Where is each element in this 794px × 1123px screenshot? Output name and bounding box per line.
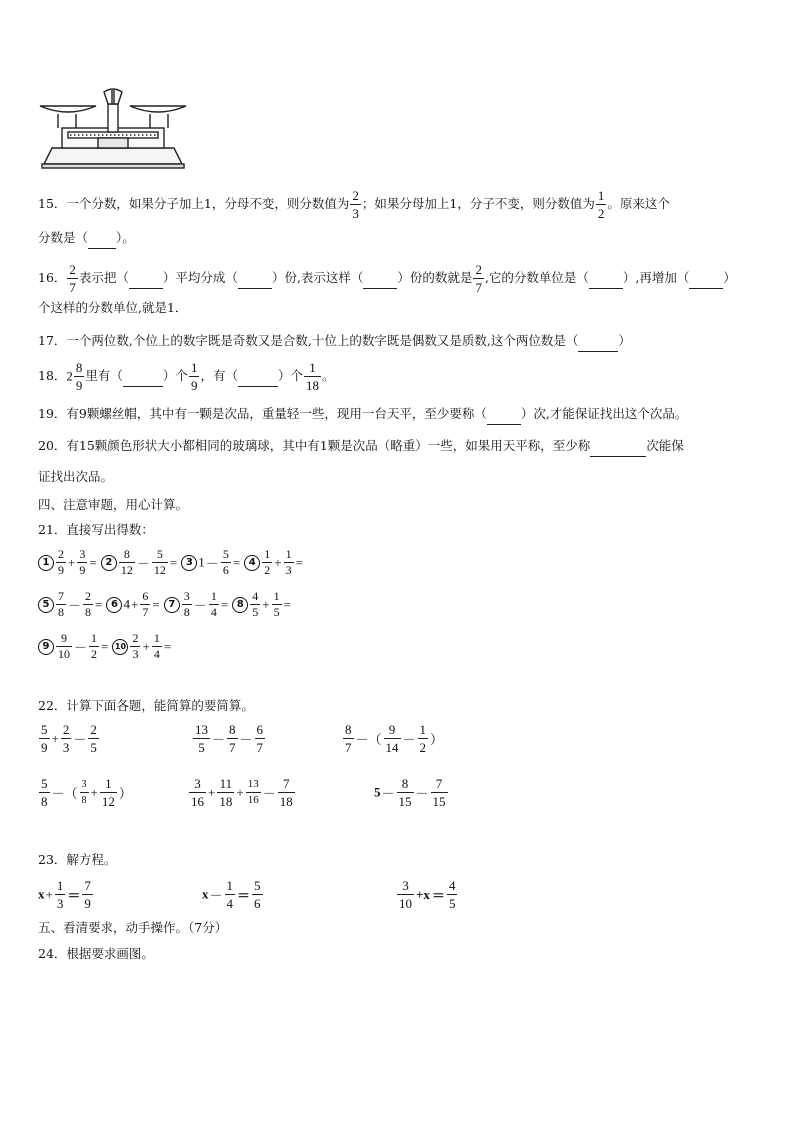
answer-blank[interactable] xyxy=(689,268,723,289)
circled-number: 4 xyxy=(244,555,260,571)
fraction: $\frac{2}{7}$ xyxy=(475,262,482,295)
whole-number: 5 xyxy=(374,784,381,800)
question-16-line2 xyxy=(38,298,187,318)
q22-expr-2 xyxy=(192,722,266,755)
q15-text-a: 15．一个分数，如果分子加上1，分母不变，则分数值为 xyxy=(38,196,350,211)
question-19 xyxy=(38,404,687,425)
fraction: $\frac{6}{7}$ xyxy=(142,589,149,619)
fraction: $\frac{2}{8}$ xyxy=(85,589,92,619)
variable-x: x xyxy=(38,886,45,902)
fraction: $\frac{1}{12}$ xyxy=(101,776,115,809)
answer-blank[interactable] xyxy=(487,404,521,425)
fraction: $\frac{7}{9}$ xyxy=(84,878,91,911)
q20-text: 20．有15颗颜色形状大小都相同的玻璃球，其中有1颗是次品（略重）一些，如果用天平称，至少称 xyxy=(38,438,591,453)
question-15-line2 xyxy=(38,228,135,249)
fraction: $\frac{9}{10}$ xyxy=(58,631,70,661)
fraction: $\frac{1}{4}$ xyxy=(226,878,234,911)
equals: = xyxy=(169,554,178,570)
fraction: $\frac{7}{8}$ xyxy=(58,589,64,619)
circled-number: 9 xyxy=(38,639,54,655)
fraction: $\frac{1}{5}$ xyxy=(273,589,280,619)
fraction: $\frac{2}{3}$ xyxy=(132,631,139,661)
fraction: $\frac{1}{18}$ xyxy=(305,360,319,393)
q16-text: 表示把（ xyxy=(78,270,129,285)
q16-text: ）份,表示这样（ xyxy=(271,270,364,285)
fraction: $\frac{3}{8}$ xyxy=(81,779,87,806)
answer-blank[interactable] xyxy=(238,366,278,387)
operator: － xyxy=(209,888,223,903)
fraction: $\frac{5}{9}$ xyxy=(41,722,48,755)
fraction: $\frac{2}{3}$ xyxy=(352,188,359,221)
q17-text-end: ） xyxy=(618,333,631,348)
fraction: $\frac{8}{9}$ xyxy=(75,360,83,393)
question-20 xyxy=(38,436,684,457)
question-21-title: 21．直接写出得数： xyxy=(38,522,154,537)
fraction: $\frac{7}{15}$ xyxy=(432,776,446,809)
equals: = xyxy=(220,596,229,612)
fraction: $\frac{13}{16}$ xyxy=(247,778,259,806)
q16-text: ）份的数就是 xyxy=(397,270,473,285)
answer-blank[interactable] xyxy=(238,268,272,289)
operator: + xyxy=(68,554,76,570)
section-4-heading: 四、注意审题，用心计算。 xyxy=(38,497,189,512)
q22-expr-5 xyxy=(188,776,296,809)
fraction: $\frac{8}{7}$ xyxy=(345,722,352,755)
circled-number: 1 xyxy=(38,555,54,571)
answer-blank[interactable] xyxy=(123,366,163,387)
operator: + xyxy=(274,554,282,570)
operator: + xyxy=(45,886,53,902)
operator: － xyxy=(68,598,82,613)
operator: －（ xyxy=(51,786,78,801)
circled-number: 7 xyxy=(164,597,180,613)
q16-text: ） xyxy=(723,270,736,285)
equals: = xyxy=(163,638,172,654)
q22-expr-4 xyxy=(38,776,133,809)
operator: －（ xyxy=(355,732,382,747)
operator: － xyxy=(212,732,226,747)
operator: + xyxy=(142,638,150,654)
fraction: $\frac{5}{6}$ xyxy=(254,878,261,911)
operator: － xyxy=(262,786,276,801)
q16-text: ）平均分成（ xyxy=(162,270,238,285)
question-17 xyxy=(38,331,631,352)
circled-number: 5 xyxy=(38,597,54,613)
fraction: $\frac{5}{6}$ xyxy=(222,547,229,577)
question-18 xyxy=(38,360,334,393)
question-22-title: 22．计算下面各题，能简算的要简算。 xyxy=(38,698,254,713)
fraction: $\frac{3}{9}$ xyxy=(79,547,86,577)
fraction: $\frac{11}{18}$ xyxy=(219,776,233,809)
fraction: $\frac{3}{16}$ xyxy=(191,776,204,809)
answer-blank[interactable] xyxy=(578,331,618,352)
operator: － xyxy=(193,598,207,613)
equals: ＝ xyxy=(237,888,251,903)
fraction: $\frac{1}{4}$ xyxy=(210,589,217,619)
equals: = xyxy=(295,554,303,570)
fraction: $\frac{2}{7}$ xyxy=(69,262,76,295)
fraction: $\frac{1}{2}$ xyxy=(264,547,271,577)
operator: + xyxy=(208,784,216,800)
fraction: $\frac{1}{2}$ xyxy=(419,722,427,755)
q18-text: ，有（ xyxy=(200,368,238,383)
q17-text: 17．一个两位数,个位上的数字既是奇数又是合数,十位上的数字既是偶数又是质数,这个两位数是（ xyxy=(38,333,579,348)
equals: ＝ xyxy=(67,888,81,903)
fraction: $\frac{1}{4}$ xyxy=(153,631,160,661)
variable-x: x xyxy=(202,886,209,902)
question-24: 24．根据要求画图。 xyxy=(38,946,154,961)
fraction: $\frac{2}{5}$ xyxy=(90,722,97,755)
fraction: $\frac{7}{18}$ xyxy=(279,776,293,809)
fraction: $\frac{6}{7}$ xyxy=(256,722,264,755)
bracket: ） xyxy=(118,786,132,801)
fraction: $\frac{1}{2}$ xyxy=(597,188,605,221)
whole-number: 1 xyxy=(198,554,205,570)
q16-text: ）,再增加（ xyxy=(622,270,690,285)
operator: + xyxy=(130,596,139,612)
answer-blank[interactable] xyxy=(590,436,646,457)
fraction: $\frac{9}{14}$ xyxy=(385,722,399,755)
fraction: $\frac{4}{5}$ xyxy=(448,878,456,911)
question-15 xyxy=(38,188,670,221)
fraction: $\frac{2}{9}$ xyxy=(58,547,64,577)
fraction: $\frac{13}{5}$ xyxy=(195,722,208,755)
fraction: $\frac{1}{9}$ xyxy=(190,360,198,393)
operator: － xyxy=(239,732,253,747)
fraction: $\frac{5}{12}$ xyxy=(153,547,166,577)
answer-blank[interactable] xyxy=(589,268,623,289)
q16-text: ,它的分数单位是（ xyxy=(484,270,589,285)
q22-expr-1 xyxy=(38,722,100,755)
q20-text-end: 次能保 xyxy=(646,438,684,453)
q22-expr-6 xyxy=(374,776,449,809)
question-23-title: 23．解方程。 xyxy=(38,852,117,867)
fraction: $\frac{2}{3}$ xyxy=(62,722,70,755)
equals: = xyxy=(95,596,103,612)
answer-blank[interactable] xyxy=(129,268,163,289)
q16-number: 16． xyxy=(38,270,67,285)
operator: + xyxy=(90,784,98,800)
equals: = xyxy=(232,554,241,570)
q21-row-1 xyxy=(38,548,304,577)
fraction: $\frac{8}{7}$ xyxy=(229,722,236,755)
fraction: $\frac{3}{10}$ xyxy=(399,878,412,911)
q21-row-3 xyxy=(38,632,172,661)
fraction: $\frac{1}{2}$ xyxy=(91,631,98,661)
fraction: $\frac{1}{3}$ xyxy=(285,547,292,577)
equals: = xyxy=(152,596,160,612)
fraction: $\frac{3}{8}$ xyxy=(183,589,190,619)
equals: = xyxy=(101,638,109,654)
operator: － xyxy=(205,556,219,571)
operator: － xyxy=(73,732,87,747)
q15-text-d: 分数是（ xyxy=(38,230,89,245)
operator: － xyxy=(381,786,395,801)
q23-equation-2 xyxy=(202,878,264,911)
balance-scale-illustration xyxy=(38,84,188,170)
operator: － xyxy=(74,640,88,655)
operator: － xyxy=(136,556,150,571)
operator: +x xyxy=(416,886,430,902)
q18-text: ）个 xyxy=(162,368,188,383)
fraction: $\frac{4}{5}$ xyxy=(252,589,259,619)
fraction: $\frac{5}{8}$ xyxy=(41,776,48,809)
q21-row-2 xyxy=(38,590,292,619)
answer-blank[interactable] xyxy=(88,228,116,249)
q15-text-e: ）。 xyxy=(116,230,135,245)
q18-text: 。 xyxy=(321,368,335,383)
circled-number: 3 xyxy=(181,555,197,571)
whole-number: 4 xyxy=(123,596,130,612)
q18-text: 里有（ xyxy=(85,368,123,383)
q19-text: 19．有9颗螺丝帽，其中有一颗是次品，重量轻一些，现用一台天平，至少要称（ xyxy=(38,406,487,421)
operator: + xyxy=(262,596,270,612)
q15-text-b: ；如果分母加上1，分子不变，则分数值为 xyxy=(361,196,595,211)
q18-number: 18． xyxy=(38,368,67,383)
q19-text-end: ）次,才能保证找出这个次品。 xyxy=(520,406,688,421)
bracket: ） xyxy=(430,732,444,747)
q16-text-line2: 个这样的分数单位,就是1． xyxy=(38,300,188,315)
circled-number: 10 xyxy=(112,639,128,655)
q23-equation-1 xyxy=(38,878,94,911)
circled-number: 6 xyxy=(106,597,122,613)
q22-expr-3 xyxy=(342,722,444,755)
operator: － xyxy=(402,732,416,747)
q20-text-line2: 证找出次品。 xyxy=(38,469,114,484)
circled-number: 8 xyxy=(232,597,248,613)
operator: + xyxy=(236,784,244,800)
operator: + xyxy=(51,730,59,746)
q23-equation-3 xyxy=(396,878,458,911)
answer-blank[interactable] xyxy=(363,268,397,289)
circled-number: 2 xyxy=(101,555,117,571)
fraction: $\frac{1}{3}$ xyxy=(56,878,64,911)
fraction: $\frac{8}{12}$ xyxy=(120,547,133,577)
question-20-line2 xyxy=(38,467,113,487)
equals: = xyxy=(89,554,97,570)
fraction: $\frac{8}{15}$ xyxy=(398,776,412,809)
equals: = xyxy=(283,596,291,612)
q18-text: ）个 xyxy=(277,368,303,383)
operator: － xyxy=(415,786,429,801)
question-16 xyxy=(38,262,736,295)
section-5-heading: 五、看清要求，动手操作。（7分） xyxy=(38,920,228,935)
mixed-whole: 2 xyxy=(66,368,73,384)
equals: ＝ xyxy=(431,888,445,903)
q15-text-c: 。原来这个 xyxy=(607,196,670,211)
